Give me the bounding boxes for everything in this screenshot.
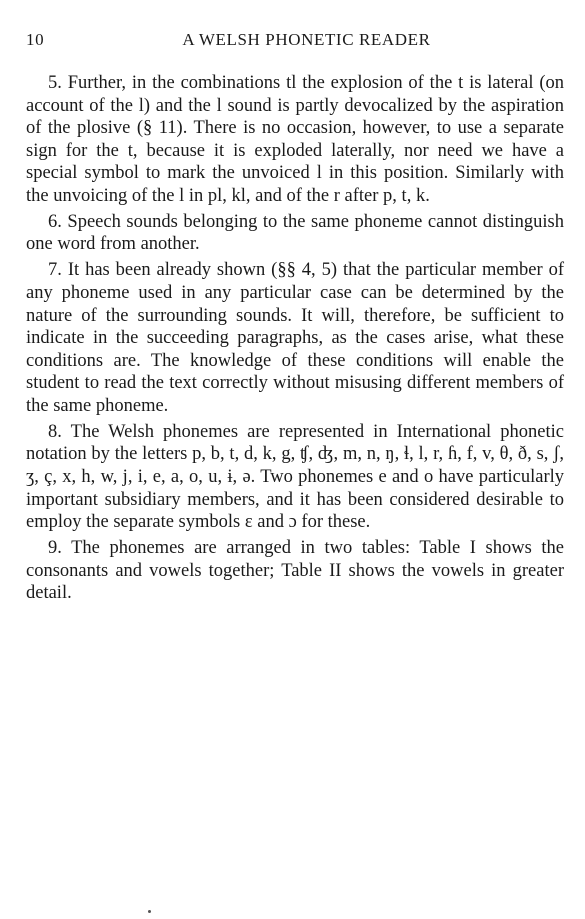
- scan-speck: [148, 910, 151, 913]
- paragraph-9: 9. The phonemes are arranged in two tables: Table I shows the consonants and vowels together; Table II shows the vowels in greater detail.: [26, 538, 564, 604]
- paragraph-8: 8. The Welsh phonemes are represented in International phonetic notation by the letters p, b, t, d, k, g, ʧ, ʤ, m, n, ŋ, ɬ, l, r, ɦ, f, v, θ, ð, s, ʃ, ʒ, ç, x, h, w, j, i, e, a, o, u, ɨ, ə. Two phonemes e and o have particularly important subsidiary members, and it has been considered desirable to employ the separate symbols ɛ and ɔ for these.: [26, 421, 564, 533]
- paragraph-6: 6. Speech sounds belonging to the same phoneme cannot distinguish one word from another.: [26, 211, 564, 255]
- paragraph-7: 7. It has been already shown (§§ 4, 5) that the particular member of any phoneme used in any particular case can be determined by the nature of the surrounding sounds. It will, therefore, be sufficient to indicate in the succeeding paragraphs, as the cases arise, what these conditions are. The knowledge of these conditions will enable the student to read the text correctly without misusing different members of the same phoneme.: [26, 260, 564, 416]
- body-text: [26, 72, 564, 608]
- running-title: A WELSH PHONETIC READER: [182, 30, 431, 49]
- page-number: 10: [26, 30, 45, 49]
- paragraph-5: 5. Further, in the combinations tl the explosion of the t is lateral (on account of the l) and the l sound is partly devocalized by the aspiration of the plosive (§ 11). There is no occasion, however, to use a separate sign for the t, because it is exploded laterally, nor need we have a special symbol to mark the unvoiced l in this position. Similarly with the unvoicing of the l in pl, kl, and of the r after p, t, k.: [26, 73, 564, 206]
- page-header: [26, 30, 563, 54]
